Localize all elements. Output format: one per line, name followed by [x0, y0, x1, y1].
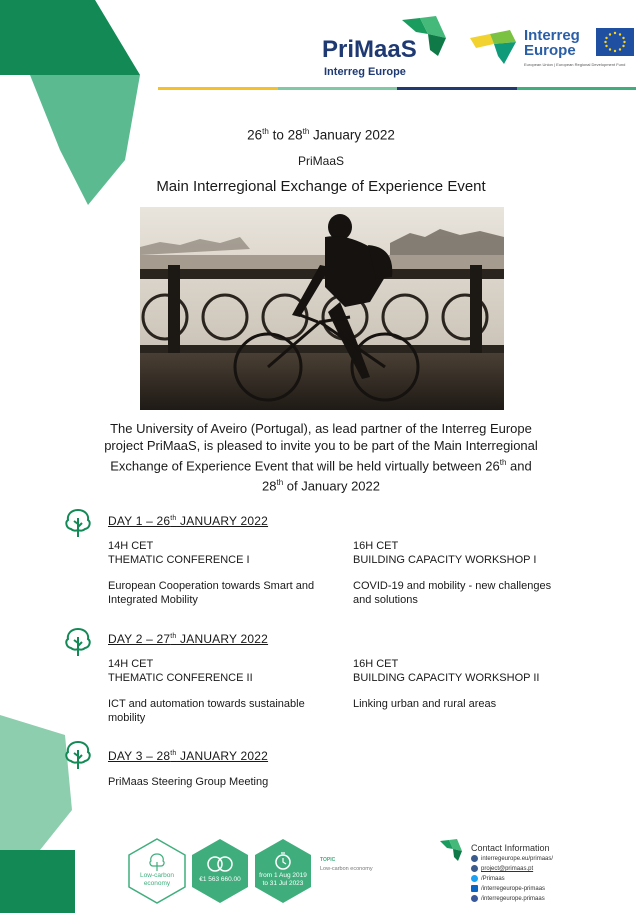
hex3-label: from 1 Aug 2019 to 31 Jul 2023 — [259, 872, 307, 887]
hex2-label: €1 563 660.00 — [199, 876, 241, 883]
eu-flag-icon — [596, 28, 634, 56]
event-date: 26th to 28th January 2022 — [247, 127, 395, 143]
primaas-logo — [322, 14, 452, 84]
contact-title: Contact Information — [471, 843, 550, 853]
session-time: 14H CET — [108, 658, 154, 670]
day2-title: DAY 2 – 27th JANUARY 2022 — [108, 632, 269, 646]
session-name: BUILDING CAPACITY WORKSHOP I — [353, 554, 537, 566]
session-desc: European Cooperation towards Smart and Integrated Mobility — [108, 580, 315, 606]
interreg-line2: Europe — [524, 42, 576, 59]
session-name: THEMATIC CONFERENCE II — [108, 672, 253, 684]
intro-paragraph — [40, 420, 602, 495]
day2-right-session — [353, 657, 603, 711]
linkedin-icon — [471, 885, 478, 892]
interreg-mark-icon — [470, 28, 520, 66]
interreg-line1: Interreg — [524, 27, 580, 44]
logo-subtitle: Interreg Europe — [324, 66, 406, 78]
topic-label: TOPIC — [320, 857, 336, 863]
email-icon — [471, 865, 478, 872]
session-desc: Linking urban and rural areas — [353, 698, 497, 710]
day1-left-session — [108, 539, 348, 607]
intro-line1: The University of Aveiro (Portugal), as lead partner of the Interreg Europe — [110, 421, 532, 436]
topic-value: Low-carbon economy — [320, 866, 373, 872]
contact-email[interactable]: project@primaas.pt — [471, 864, 553, 874]
tree-icon — [64, 627, 92, 657]
contact-twitter[interactable]: /Primaas — [471, 874, 553, 884]
event-title: Main Interregional Exchange of Experience Event — [156, 178, 486, 195]
intro-line2: project PriMaaS, is pleased to invite you to be part of the Main Interregional — [104, 438, 538, 453]
hex1-label: Low-carbon economy — [140, 872, 174, 887]
tree-icon — [64, 508, 92, 538]
day2-left-session — [108, 657, 348, 725]
session-desc: ICT and automation towards sustainable mobility — [108, 698, 305, 724]
tree-icon — [64, 740, 92, 770]
intro-line4: 28th of January 2022 — [262, 478, 380, 494]
hexagon-duration — [254, 838, 312, 904]
facebook-icon — [471, 895, 478, 902]
session-desc: COVID-19 and mobility - new challenges and solutions — [353, 580, 552, 606]
session-name: BUILDING CAPACITY WORKSHOP II — [353, 672, 540, 684]
contact-facebook[interactable]: /interregeurope.primaas — [471, 894, 553, 904]
hexagon-low-carbon — [128, 838, 186, 904]
contact-list — [471, 854, 553, 904]
interreg-logo — [470, 24, 636, 74]
day1-right-session — [353, 539, 603, 607]
contact-website[interactable]: interregeurope.eu/primaas/ — [471, 854, 553, 864]
interreg-caption: European Union | European Regional Development Fund — [524, 62, 626, 67]
day3-session: PriMaas Steering Group Meeting — [108, 776, 269, 788]
cyclist-photo — [140, 207, 504, 410]
header-rule — [158, 87, 636, 90]
event-project: PriMaaS — [297, 154, 344, 168]
primaas-small-mark-icon — [440, 839, 462, 861]
logo-title: PriMaaS — [322, 36, 417, 63]
session-time: 16H CET — [353, 540, 399, 552]
session-time: 14H CET — [108, 540, 154, 552]
session-time: 16H CET — [353, 658, 399, 670]
contact-linkedin[interactable]: /interregeurope-primaas — [471, 884, 553, 894]
intro-line3: Exchange of Experience Event that will be held virtually between 26th and — [110, 458, 532, 474]
globe-icon — [471, 855, 478, 862]
day1-title: DAY 1 – 26th JANUARY 2022 — [108, 514, 269, 528]
twitter-icon — [471, 875, 478, 882]
day3-title: DAY 3 – 28th JANUARY 2022 — [108, 749, 269, 763]
hexagon-budget — [191, 838, 249, 904]
session-name: THEMATIC CONFERENCE I — [108, 554, 250, 566]
